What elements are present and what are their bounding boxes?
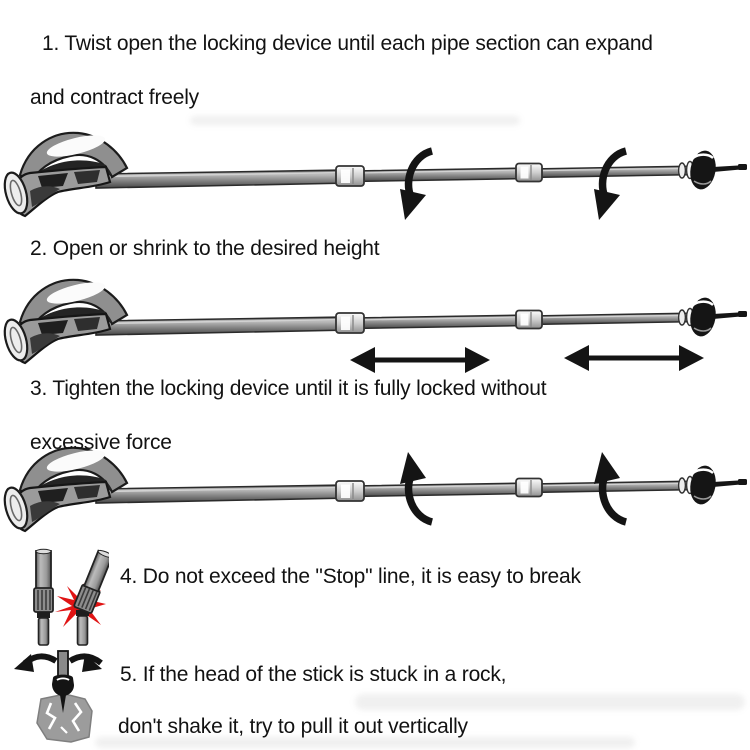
twist-open-arrow-icon [400, 151, 432, 220]
step-1-line-2: and contract freely [30, 86, 199, 109]
watermark-streak [190, 116, 520, 125]
pole-with-twist-open-arrows [0, 125, 750, 240]
extend-arrow-icon [350, 347, 490, 373]
joint-break-warning [14, 546, 109, 648]
step-3-line-2: excessive force [30, 431, 172, 454]
trekking-pole [1, 131, 747, 216]
twist-open-arrow-icon [594, 151, 626, 220]
pole-with-extend-arrows [0, 272, 750, 387]
pole-with-twist-close-arrows [0, 440, 750, 555]
step-4-line-1: 4. Do not exceed the "Stop" line, it is easy to break [120, 565, 581, 588]
extend-arrow-icon [564, 345, 704, 371]
trekking-pole [1, 446, 747, 531]
step-1-line-1: 1. Twist open the locking device until each pipe section can expand [42, 32, 653, 55]
step-2-line-1: 2. Open or shrink to the desired height [30, 237, 380, 260]
bent-joint-icon [55, 548, 109, 645]
tip-stuck-in-rock [13, 649, 103, 744]
step-5-line-2: don't shake it, try to pull it out vertically [118, 715, 468, 738]
step-5-line-1: 5. If the head of the stick is stuck in a rock, [120, 663, 507, 686]
step-3-line-1: 3. Tighten the locking device until it is fully locked without [30, 377, 547, 400]
straight-joint-icon [34, 549, 53, 645]
watermark-streak [355, 694, 745, 710]
